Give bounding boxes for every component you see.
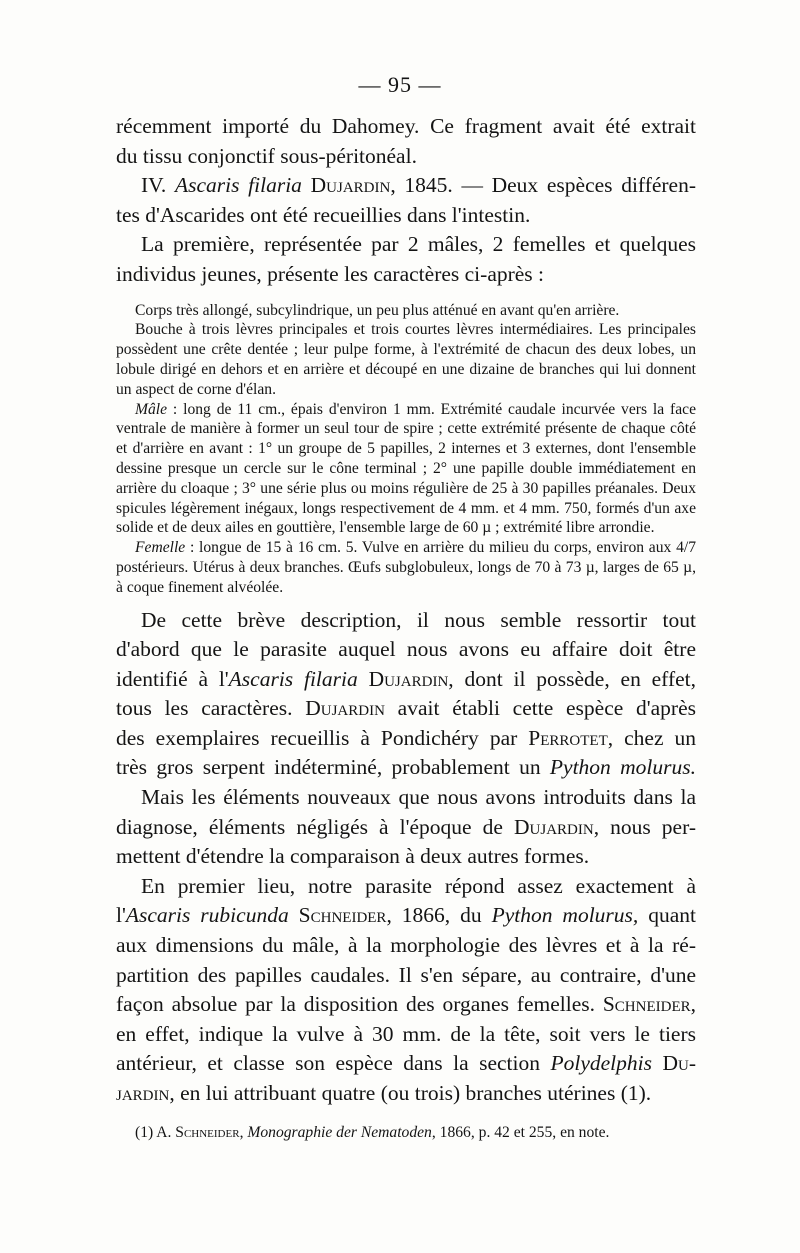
- author-name: Schneider: [298, 903, 387, 928]
- text-line: [116, 813, 696, 843]
- text-line: [116, 1049, 696, 1079]
- text-line: [116, 724, 696, 754]
- text-line: mettent d'étendre la comparaison à deux autres formes.: [116, 844, 590, 869]
- description-male: [116, 400, 696, 539]
- species-description: [116, 301, 696, 598]
- genus-name: Polydelphis: [550, 1051, 652, 1076]
- text-fragment: diagnose, éléments négligés à l'époque de: [116, 814, 514, 839]
- text-fragment: quant: [638, 903, 696, 928]
- female-text: : longue de 15 à 16 cm. 5. Vulve en arrière du milieu du corps, environ aux 4/7 postérieurs. Utérus à deux branches. Œufs subglobuleux, longs de 70 à 73 µ, larges de 65 µ, à coque finement alvéolée.: [116, 539, 696, 596]
- text-fragment: , en lui attribuant quatre (ou trois) branches utérines (1).: [169, 1081, 652, 1106]
- page-number: — 95 —: [358, 72, 442, 97]
- paragraph-de-cette: [116, 606, 696, 784]
- text-line: Mais les éléments nouveaux que nous avons introduits dans la: [141, 785, 696, 810]
- text-fragment: ,: [239, 1123, 248, 1141]
- text-fragment: , dont il possède, en effet,: [448, 666, 697, 691]
- species-name: Ascaris filaria: [228, 666, 358, 691]
- text-fragment: , 1866, du: [386, 903, 492, 928]
- male-label: Mâle: [135, 400, 168, 418]
- paragraph-premier-lieu: [116, 872, 696, 1109]
- description-bouche: Bouche à trois lèvres principales et trois courtes lèvres intermédiaires. Les principales possèdent une crête dentée ; leur pulpe forme, à l'extrémité de chacun des deux lobes, un lobule dirigé en dehors et en arrière et découpé en une dizaine de branches qui lui donnent un aspect de corne d'élan.: [116, 321, 696, 398]
- author-name: Perrotet: [528, 725, 608, 750]
- author-name: Dujardin: [305, 696, 385, 721]
- text-fragment: façon absolue par la disposition des organes femelles.: [116, 992, 603, 1017]
- text-fragment: très gros serpent indéterminé, probablement un: [116, 755, 550, 780]
- author-name: Schneider: [175, 1123, 240, 1141]
- text-line: [116, 901, 696, 931]
- text-line: En premier lieu, notre parasite répond assez exactement à: [141, 873, 696, 898]
- text-fragment: identifié à l': [116, 666, 229, 691]
- species-name: Python molurus,: [491, 903, 639, 928]
- section-iv-heading: [116, 171, 696, 230]
- text-fragment: , 1845. — Deux espèces différen-: [390, 173, 697, 198]
- author-name: Dujardin: [368, 666, 449, 691]
- text-line: [116, 990, 696, 1020]
- text-line: en effet, indique la vulve à 30 mm. de la tête, soit vers le tiers: [116, 1021, 696, 1046]
- author-name: Schneider: [602, 992, 691, 1017]
- text-line: [116, 753, 696, 783]
- first-species-intro: [116, 230, 696, 289]
- text-line: partition des papilles caudales. Il s'en sépare, au contraire, d'une: [116, 962, 696, 987]
- text-line: récemment importé du Dahomey. Ce fragment avait été extrait: [116, 114, 696, 138]
- intro-paragraph: [116, 112, 696, 171]
- text-line: du tissu conjonctif sous-péritonéal.: [116, 143, 417, 168]
- author-name: Du-: [662, 1051, 696, 1076]
- species-name: Ascaris rubicunda: [125, 903, 289, 928]
- description-corps: Corps très allongé, subcylindrique, un peu plus atténué en avant qu'en arrière.: [135, 301, 620, 319]
- male-text: : long de 11 cm., épais d'environ 1 mm. Extrémité caudale incurvée vers la face ventrale de manière à former un seul tour de spire ; cette extrémité présente de chaque côté et d'arrière en avant : 1° un groupe de 5 papilles, 2 internes et 3 externes, dont l'ensemble dessine presque un cercle sur le cône terminal ; 2° une papille double immédiatement en arrière du cloaque ; 3° une série plus ou moins régulière de 25 à 30 papilles préanales. Deux spicules légèrement inégaux, longs respectivement de 4 mm. et 4 mm. 750, formés d'un axe solide et de deux ailes en gouttière, l'ensemble large de 60 µ ; extrémité libre arrondie.: [116, 400, 696, 537]
- author-name: Dujardin: [514, 814, 594, 839]
- species-name: Ascaris filaria: [174, 173, 302, 198]
- work-title: Monographie der Nematoden: [247, 1123, 432, 1141]
- text-fragment: antérieur, et classe son espèce dans la section: [116, 1051, 551, 1076]
- text-line: tes d'Ascarides ont été recueillies dans l'intestin.: [116, 202, 531, 227]
- text-fragment: tous les caractères.: [116, 696, 306, 721]
- description-female: [116, 538, 696, 597]
- author-name: Dujardin: [310, 173, 391, 198]
- text-fragment: , nous per-: [593, 814, 696, 839]
- text-line: [116, 665, 696, 695]
- footnote-marker: (1) A.: [135, 1123, 176, 1141]
- page-body: [116, 112, 696, 1143]
- text-line: La première, représentée par 2 mâles, 2 femelles et quelques: [141, 232, 696, 257]
- female-label: Femelle: [135, 539, 186, 557]
- text-line: De cette brève description, il nous semble ressortir tout: [141, 607, 696, 632]
- species-name: Python molurus.: [549, 755, 696, 780]
- text-fragment: , 1866, p. 42 et 255, en note.: [431, 1123, 610, 1141]
- text-fragment: , chez un: [607, 725, 696, 750]
- text-line: aux dimensions du mâle, à la morphologie des lèvres et à la ré-: [116, 933, 696, 958]
- text-line: [116, 694, 696, 724]
- text-fragment: avait établi cette espèce d'après: [384, 696, 697, 721]
- paragraph-mais: [116, 783, 696, 872]
- text-fragment: ,: [690, 992, 696, 1017]
- text-line: d'abord que le parasite auquel nous avons eu affaire doit être: [116, 637, 696, 662]
- text-line: individus jeunes, présente les caractères ci-après :: [116, 261, 545, 286]
- text-fragment: l': [116, 903, 126, 928]
- text-line: [116, 1079, 696, 1109]
- text-fragment: des exemplaires recueillis à Pondichéry par: [116, 725, 529, 750]
- footnote: [116, 1123, 696, 1143]
- text-line: [116, 171, 696, 201]
- author-name: jardin: [116, 1081, 170, 1106]
- section-numeral: IV.: [141, 173, 167, 198]
